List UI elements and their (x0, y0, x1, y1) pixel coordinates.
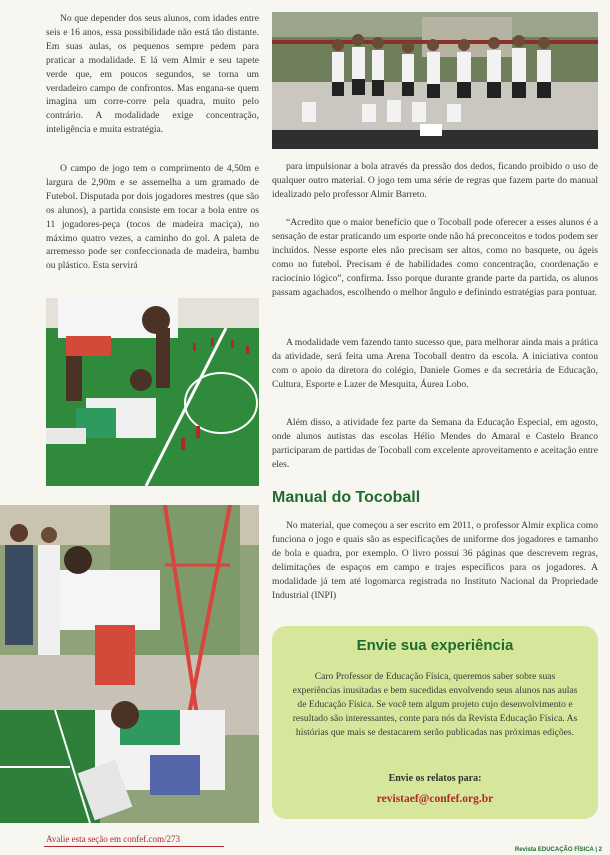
article-paragraph: No que depender dos seus alunos, com idades entre seis e 16 anos, essa possibilidade não está tão distante. Em suas aulas, os pequenos sempre pedem para praticar a modalidade. E lá vem Almir e seu tapete verde que, em poucos segundos, se torna um verdadeiro campo de confrontos. Mas engana-se quem imagina um corre-corre pela quadra, muito pelo contrário. A modalidade exige concentração, inteligência e muita estratégia. (46, 13, 259, 136)
footer-divider (44, 846, 224, 847)
callout-email-link[interactable]: revistaef@confef.org.br (376, 793, 494, 805)
article-paragraph: “Acredito que o maior benefício que o Tocoball pode oferecer a esses alunos é a sensação de estar praticando um esporte onde não há preconceitos e todos podem ser incluídos. Nesse esporte eles não precisam ser altos, como no basquete, ou ágeis como no futebol. Precisam é de habilidades como concentração, coordenação e raciocínio lógico”, confirma. Isso porque durante grande parte da partida, os alunos passam agachados, escolhendo o melhor ângulo e definindo estratégias para pontuar. (272, 217, 598, 298)
group-of-students-photo (272, 12, 598, 149)
callout-cta: Envie os relatos para: (388, 773, 482, 784)
teacher-and-students-photo (0, 505, 259, 823)
callout-box (272, 626, 598, 819)
article-paragraph: Além disso, a atividade fez parte da Semana da Educação Especial, em agosto, onde alunos autistas das escolas Hélio Mendes do Amaral e Castelo Branco participaram de partidas de Tocoball com excelente aproveitamento e aceitação entre eles. (272, 417, 598, 470)
article-paragraph: para impulsionar a bola através da pressão dos dedos, ficando proibido o uso de qualquer outro material. O jogo tem uma série de regras que fazem parte do manual idealizado pelo professor Almir Barreto. (272, 161, 598, 200)
callout-text: Caro Professor de Educação Física, queremos saber sobre suas experiências inusitadas e bem sucedidas envolvendo seus alunos nas aulas de Educação Física. Se você tem algum projeto cujo desenvolvimento e resultado são interessantes, conte para nós da Revista Educação Física. As histórias que mais se destacarem serão publicadas nas próximas edições. (292, 671, 578, 738)
article-paragraph: O campo de jogo tem o comprimento de 4,50m e largura de 2,90m e se assemelha a um gramado de Futebol. Disputada por dois jogadores mestres (que são os alunos), a partida consiste em tocar a bola entre os 11 jogadores-peça (tocos de madeira maciça), no máximo quatro vezes, a caminho do gol. A paleta de arremesso pode ser confeccionada de madeira, bambu ou plástico. Esta servirá (46, 163, 259, 272)
article-paragraph: A modalidade vem fazendo tanto sucesso que, para melhorar ainda mais a prática da atividade, será feita uma Arena Tocoball dentro da escola. A iniciativa contou com o apoio da diretora do colégio, Daniele Gomes e da secretária de Educação, Cultura, Esporte e Lazer de Mesquita, Áurea Lobo. (272, 337, 598, 390)
article-paragraph: No material, que começou a ser escrito em 2011, o professor Almir explica como funciona o jogo e quais são as especificações de uniforme dos jogadores e tamanho de bola e quadra, por exemplo. O livro possui 36 páginas que descrevem regras, delimitações de espaços em campo e trajes específicos para os jogadores. A modalidade já tem até logomarca registrada no Instituto Nacional da Propriedade Industrial (INPI) (272, 520, 598, 601)
callout-title: Envie sua experiência (356, 637, 514, 654)
section-heading: Manual do Tocoball (272, 489, 421, 506)
footer-page-label: Revista EDUCAÇÃO FÍSICA | 2 (514, 847, 602, 853)
students-playing-tocoball-photo (46, 298, 259, 486)
footer-survey-link[interactable]: Avalie esta seção em confef.com/273 (46, 834, 181, 844)
